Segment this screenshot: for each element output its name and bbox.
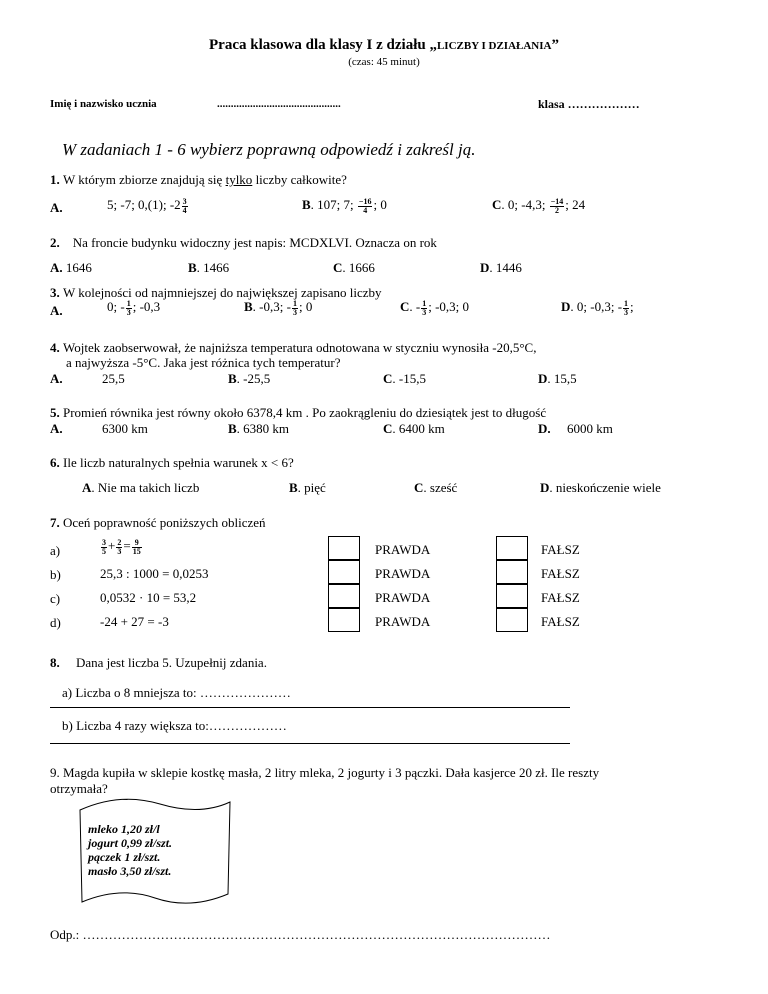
page-title: Praca klasowa dla klasy I z działu „LICZBY I DZIAŁANIA” (209, 37, 559, 53)
q7-b-false-label: FAŁSZ (541, 566, 580, 581)
question-4-line2: a najwyższa -5°C. Jaka jest różnica tych temperatur? (66, 355, 341, 370)
class-field[interactable]: klasa ……………… (538, 97, 640, 111)
q7-d-true-box[interactable] (328, 608, 360, 632)
q8-answer-a[interactable]: a) Liczba o 8 mniejsza to: ………………… (62, 685, 291, 700)
question-9: 9. Magda kupiła w sklepie kostkę masła, 2 litry mleka, 2 jogurty i 3 pączki. Dała kasjerce 20 zł. Ile reszty (50, 765, 600, 780)
q7-a-false-label: FAŁSZ (541, 542, 580, 557)
q4-option-c[interactable]: C. -15,5 (383, 371, 426, 386)
q1-option-a[interactable]: 5; -7; 0,(1); -2 $\frac{3}{4}$ (107, 196, 187, 215)
q6-option-b[interactable]: B. pięć (289, 480, 326, 495)
q3-option-a[interactable]: 0; - $\frac{1}{3}$ ; -0,3 (107, 298, 161, 317)
q1-option-a-label[interactable]: A. (50, 200, 63, 215)
q7-d-false-label: FAŁSZ (541, 614, 580, 629)
q5-option-c[interactable]: C. 6400 km (383, 421, 445, 436)
q7-row-a-expression: $\frac{3}{5}$ + $\frac{2}{3}$ = $\frac{9}{15}$ (102, 537, 141, 556)
question-4: 4. Wojtek zaobserwował, że najniższa temperatura odnotowana w styczniu wynosiła -20,5°C, (50, 340, 537, 355)
time-note: (czas: 45 minut) (348, 56, 420, 68)
question-2: 2. Na froncie budynku widoczny jest napis: MCDXLVI. Oznacza on rok (50, 235, 437, 250)
question-7: 7. Oceń poprawność poniższych obliczeń (50, 515, 266, 530)
q3-option-b[interactable]: B. -0,3; - $\frac{1}{3}$ ; 0 (244, 298, 313, 317)
q4-option-a[interactable]: 25,5 (102, 371, 125, 386)
price-yogurt: jogurt 0,99 zł/szt. (88, 836, 173, 850)
q4-option-d[interactable]: D. 15,5 (538, 371, 577, 386)
q2-option-c[interactable]: C. 1666 (333, 260, 375, 275)
q5-option-a[interactable]: 6300 km (102, 421, 148, 436)
q7-a-true-label: PRAWDA (375, 542, 431, 557)
q9-answer-line[interactable]: Odp.: ……………………………………………………………………………………………… (50, 927, 551, 942)
q5-option-d[interactable]: 6000 km (567, 421, 613, 436)
q7-b-false-box[interactable] (496, 560, 528, 584)
q8-divider-1 (50, 707, 570, 708)
q7-row-c-expression: 0,0532 · 10 = 53,2 (100, 590, 197, 605)
q7-row-b-label: b) (50, 567, 61, 582)
q7-d-false-box[interactable] (496, 608, 528, 632)
q6-option-d[interactable]: D. nieskończenie wiele (540, 480, 661, 495)
q7-c-false-box[interactable] (496, 584, 528, 608)
q7-c-true-box[interactable] (328, 584, 360, 608)
q2-option-d[interactable]: D. 1446 (480, 260, 522, 275)
q6-option-a[interactable]: A. Nie ma takich liczb (82, 480, 200, 495)
q5-option-a-label[interactable]: A. (50, 421, 63, 436)
q7-a-false-box[interactable] (496, 536, 528, 560)
question-3: 3. W kolejności od najmniejszej do największej zapisano liczby (50, 285, 382, 300)
q7-c-false-label: FAŁSZ (541, 590, 580, 605)
question-1: 1. W którym zbiorze znajdują się tylko liczby całkowite? (50, 172, 347, 187)
q7-row-d-expression: -24 + 27 = -3 (100, 614, 169, 629)
q7-row-b-expression: 25,3 : 1000 = 0,0253 (100, 566, 209, 581)
q7-b-true-box[interactable] (328, 560, 360, 584)
q4-option-b[interactable]: B. -25,5 (228, 371, 271, 386)
question-9-line2: otrzymała? (50, 781, 108, 796)
q4-option-a-label[interactable]: A. (50, 371, 63, 386)
price-list (88, 822, 172, 878)
q5-option-b[interactable]: B. 6380 km (228, 421, 290, 436)
price-milk: mleko 1,20 zł/l (88, 822, 160, 836)
instruction: W zadaniach 1 - 6 wybierz poprawną odpowiedź i zakreśl ją. (62, 140, 476, 159)
q7-d-true-label: PRAWDA (375, 614, 431, 629)
price-donut: pączek 1 zł/szt. (88, 850, 161, 864)
q7-b-true-label: PRAWDA (375, 566, 431, 581)
q1-option-c[interactable]: C. 0; -4,3; $\frac{-14}{2}$ ; 24 (492, 196, 586, 215)
name-field[interactable]: ............................................. (217, 98, 341, 110)
q8-answer-b[interactable]: b) Liczba 4 razy większa to:……………… (62, 718, 287, 733)
q6-option-c[interactable]: C. sześć (414, 480, 458, 495)
q3-option-d[interactable]: D. 0; -0,3; - $\frac{1}{3}$ ; (561, 298, 634, 317)
q2-option-a[interactable]: A. 1646 (50, 260, 92, 275)
q8-divider-2 (50, 743, 570, 744)
q3-option-c[interactable]: C. - $\frac{1}{3}$ ; -0,3; 0 (400, 298, 470, 317)
question-5: 5. Promień równika jest równy około 6378,4 km . Po zaokrągleniu do dziesiątek jest to długość (50, 405, 547, 420)
q3-option-a-label[interactable]: A. (50, 303, 63, 318)
question-6: 6. Ile liczb naturalnych spełnia warunek x < 6? (50, 455, 294, 470)
price-butter: masło 3,50 zł/szt. (88, 864, 172, 878)
question-8: 8. Dana jest liczba 5. Uzupełnij zdania. (50, 655, 267, 670)
q7-row-d-label: d) (50, 615, 61, 630)
q7-row-c-label: c) (50, 591, 61, 606)
q1-option-b[interactable]: B. 107; 7; $\frac{-16}{4}$ ; 0 (302, 196, 387, 215)
q5-option-d-label[interactable]: D. (538, 421, 551, 436)
q7-row-a-label: a) (50, 543, 61, 558)
q2-option-b[interactable]: B. 1466 (188, 260, 230, 275)
q7-c-true-label: PRAWDA (375, 590, 431, 605)
name-label: Imię i nazwisko ucznia (50, 98, 157, 110)
q7-a-true-box[interactable] (328, 536, 360, 560)
